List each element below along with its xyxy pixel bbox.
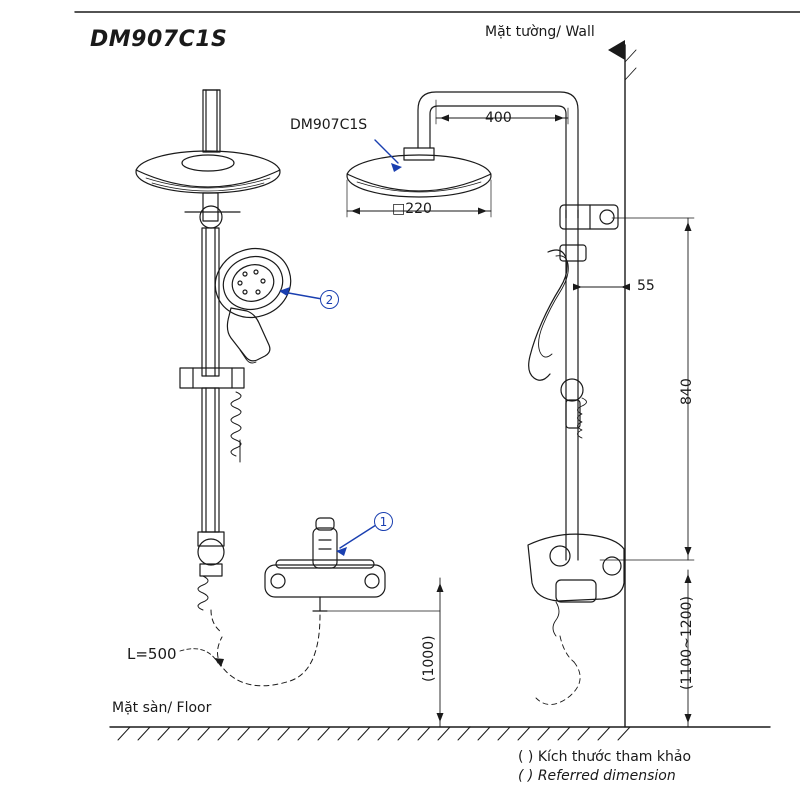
floor-label: Mặt sàn/ Floor xyxy=(112,700,212,716)
dimension-head-diameter-value: 220 xyxy=(405,201,432,217)
dimension-overall-height: 840 xyxy=(679,378,695,405)
hose-length-label: L=500 xyxy=(127,645,177,663)
callout-marker-2: 2 xyxy=(320,290,339,309)
square-symbol-icon: □ xyxy=(392,201,406,217)
dimension-mounting-height-range: (1100~1200) xyxy=(679,596,695,690)
page-title: DM907C1S xyxy=(90,27,228,52)
product-callout-label: DM907C1S xyxy=(290,117,368,133)
note-referenced-dimension-vi: ( ) Kích thước tham khảo xyxy=(518,749,692,765)
dimension-spout-height: (1000) xyxy=(421,635,437,682)
dimension-head-diameter xyxy=(392,201,432,217)
dimension-arm-length: 400 xyxy=(485,110,512,126)
wall-label: Mặt tường/ Wall xyxy=(485,24,595,40)
callout-marker-1: 1 xyxy=(374,512,393,531)
note-referenced-dimension-en: ( ) Referred dimension xyxy=(518,768,676,784)
dimension-wall-offset: 55 xyxy=(637,278,655,294)
